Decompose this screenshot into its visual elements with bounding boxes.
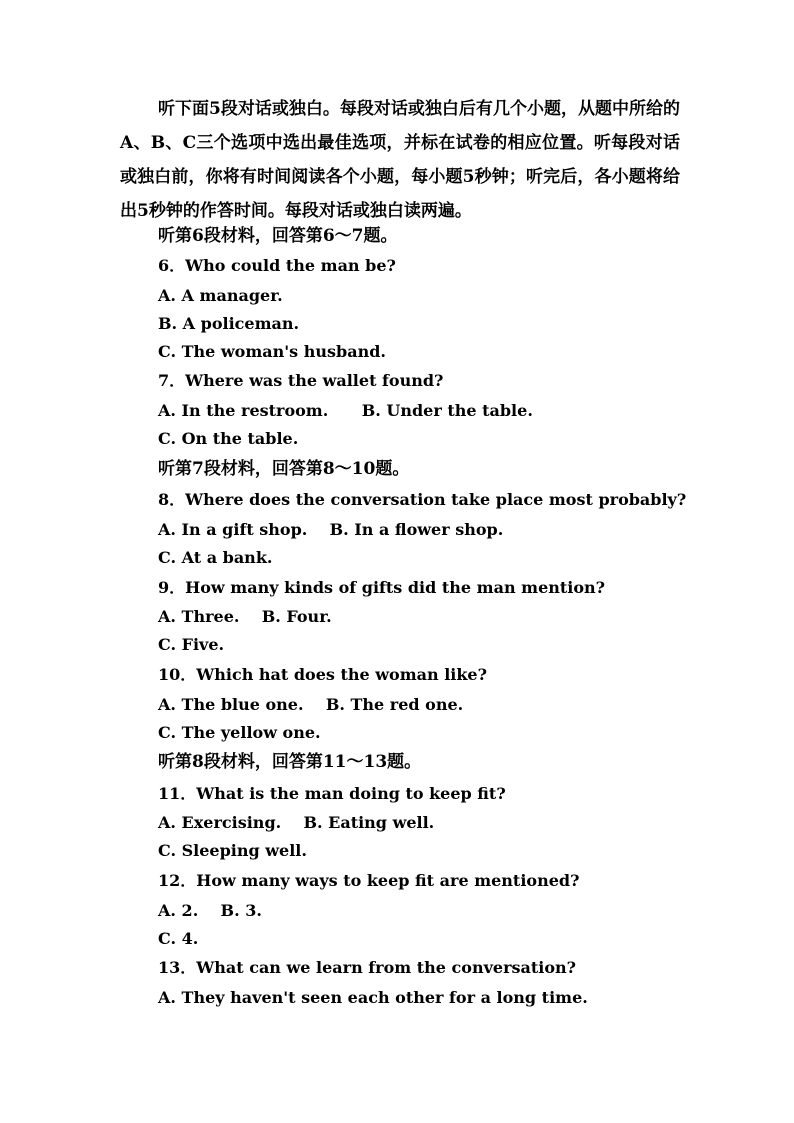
option-13a: A. They haven't seen each other for a long time. [158, 988, 588, 1007]
question-7: 7．Where was the wallet found? [158, 371, 444, 390]
option-10c: C. The yellow one. [158, 723, 321, 742]
question-12: 12．How many ways to keep fit are mentioned? [158, 871, 580, 890]
option-9c: C. Five. [158, 635, 225, 654]
section-heading-7: 听第7段材料，回答第8～10题。 [158, 459, 410, 479]
option-12c: C. 4. [158, 929, 199, 948]
question-10: 10．Which hat does the woman like? [158, 665, 487, 684]
question-13: 13．What can we learn from the conversation? [158, 958, 577, 977]
option-6c: C. The woman's husband. [158, 342, 386, 361]
instructions-paragraph: 听下面5段对话或独白。每段对话或独白后有几个小题，从题中所给的A、B、C三个选项中选出最佳选项，并标在试卷的相应位置。听每段对话或独白前，你将有时间阅读各个小题，每小题5秒钟；听完后，各小题将给出5秒钟的作答时间。每段对话或独白读两遍。 [120, 99, 680, 221]
options-9ab: A. Three. B. Four. [158, 607, 332, 626]
option-8c: C. At a bank. [158, 548, 273, 567]
option-11c: C. Sleeping well. [158, 841, 307, 860]
options-7ab: A. In the restroom. B. Under the table. [158, 401, 533, 420]
question-6: 6．Who could the man be? [158, 256, 396, 275]
question-11: 11．What is the man doing to keep fit? [158, 784, 506, 803]
options-11ab: A. Exercising. B. Eating well. [158, 813, 435, 832]
option-6a: A. A manager. [158, 286, 283, 305]
section-heading-8: 听第8段材料，回答第11～13题。 [158, 752, 422, 772]
options-8ab: A. In a gift shop. B. In a flower shop. [158, 520, 504, 539]
options-12ab: A. 2. B. 3. [158, 901, 262, 920]
section-heading-6: 听第6段材料，回答第6～7题。 [158, 226, 398, 246]
option-7c: C. On the table. [158, 429, 299, 448]
question-8: 8．Where does the conversation take place most probably? [158, 490, 687, 509]
question-9: 9．How many kinds of gifts did the man mention? [158, 578, 606, 597]
option-6b: B. A policeman. [158, 314, 300, 333]
options-10ab: A. The blue one. B. The red one. [158, 695, 464, 714]
